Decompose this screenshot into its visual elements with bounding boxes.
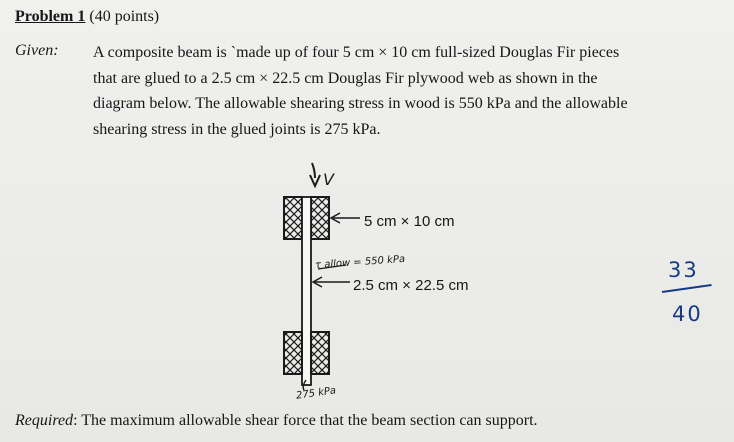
given-line-3: diagram below. The allowable shearing stress in wood is 550 kPa and the allowable: [93, 95, 628, 112]
flange-dimension-label: 5 cm × 10 cm: [364, 213, 455, 230]
required-section: [15, 412, 538, 430]
wood-stress-note: τ allow = 550 kPa: [314, 253, 406, 272]
beam-cross-section-diagram: [270, 158, 510, 408]
web-label-arrow: [313, 277, 350, 287]
problem-points: (40 points): [89, 8, 160, 25]
required-text: The maximum allowable shear force that the beam section can support.: [81, 412, 538, 429]
given-label: Given:: [15, 42, 59, 59]
given-line-4: shearing stress in the glued joints is 275 kPa.: [93, 120, 381, 138]
given-line-2: that are glued to a 2.5 cm × 22.5 cm Douglas Fir plywood web as shown in the: [93, 69, 598, 87]
problem-title: [15, 8, 159, 26]
required-colon: :: [73, 412, 78, 429]
shear-force-arrow: [310, 163, 335, 189]
score-divider: [662, 284, 712, 293]
web-dimension-label: 2.5 cm × 22.5 cm: [353, 277, 469, 294]
given-text: [93, 40, 693, 142]
flange-label-arrow: [331, 213, 360, 223]
score-mark: [652, 254, 722, 334]
score-earned: 33: [668, 258, 699, 282]
given-line-1: A composite beam is `made up of four 5 cm × 10 cm full-sized Douglas Fir pieces: [93, 44, 620, 61]
score-total: 40: [672, 302, 703, 326]
required-label: Required: [15, 412, 74, 429]
plywood-web: [302, 197, 311, 385]
glue-stress-note: 275 kPa: [295, 385, 337, 402]
force-label: V: [323, 170, 334, 189]
problem-label: Problem 1: [15, 8, 86, 25]
